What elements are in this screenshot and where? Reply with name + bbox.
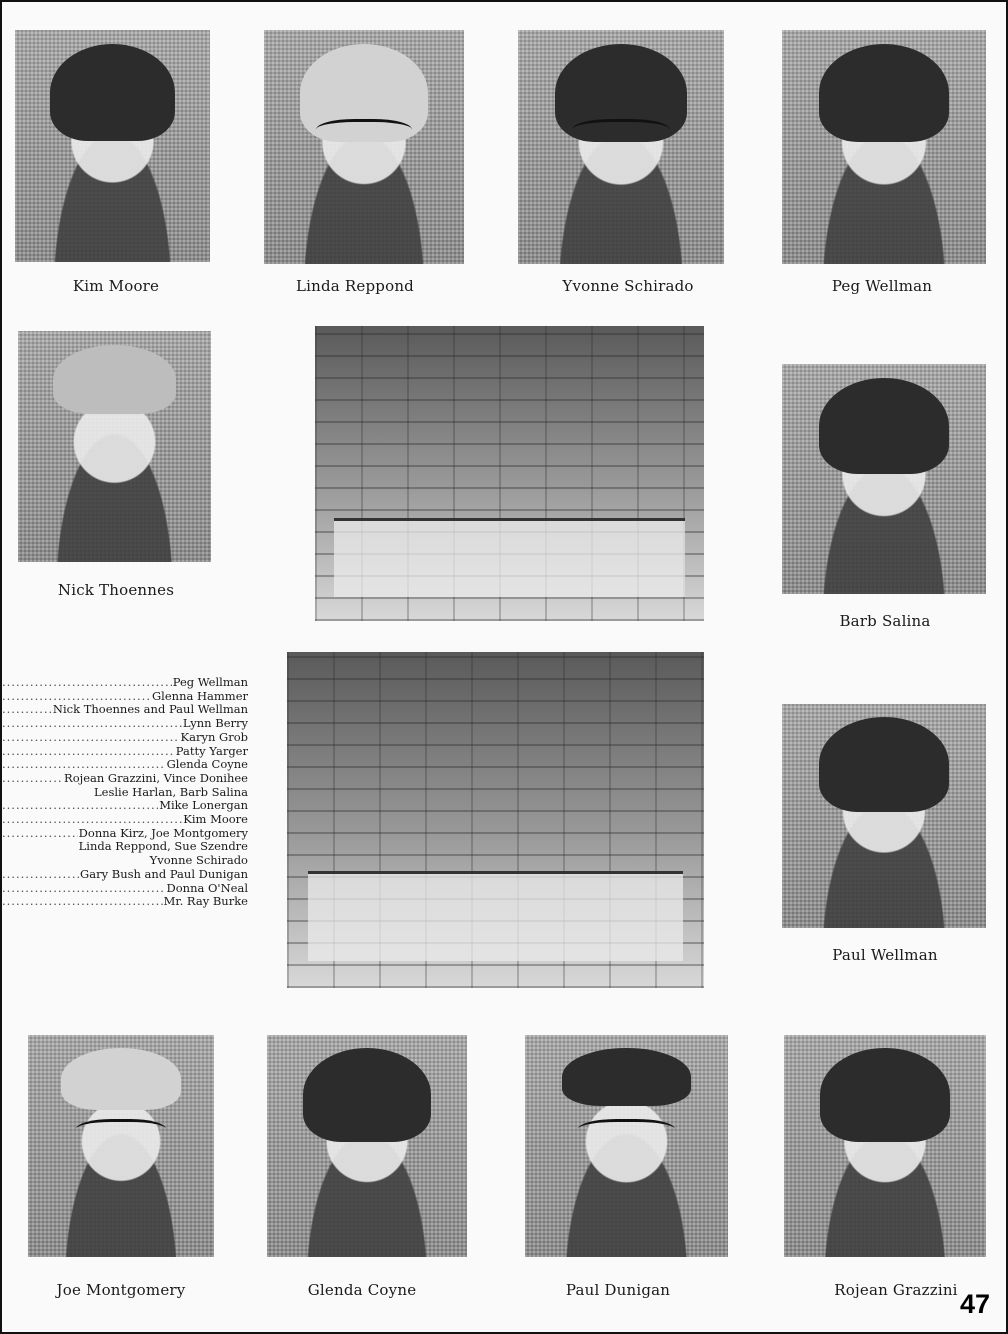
leader-dots	[2, 772, 63, 786]
portrait-photo-peg-wellman	[782, 30, 986, 264]
portrait-caption: Glenda Coyne	[307, 1281, 417, 1299]
roster-line	[2, 772, 248, 786]
classroom-photo-top	[315, 326, 704, 621]
portrait-photo-rojean-grazzini	[784, 1035, 986, 1257]
roster-name: Karyn Grob	[180, 730, 248, 744]
portrait-photo-kim-moore	[15, 30, 210, 262]
portrait-caption: Paul Wellman	[832, 946, 938, 964]
roster-line	[2, 854, 248, 868]
portrait-caption: Peg Wellman	[831, 277, 933, 295]
leader-dots	[2, 676, 172, 690]
leader-dots	[2, 813, 182, 827]
roster-name: Glenna Hammer	[152, 689, 248, 703]
roster-name: Patty Yarger	[175, 744, 248, 758]
portrait-photo-paul-wellman	[782, 704, 986, 928]
roster-name: Linda Reppond, Sue Szendre	[78, 840, 248, 854]
leader-dots	[2, 882, 166, 896]
roster-line	[2, 895, 248, 909]
portrait-caption: Paul Dunigan	[565, 1281, 671, 1299]
roster-line	[2, 786, 248, 800]
roster-line	[2, 703, 248, 717]
portrait-caption: Yvonne Schirado	[562, 277, 694, 295]
roster-line	[2, 717, 248, 731]
portrait-photo-nick-thoennes	[18, 331, 211, 562]
leader-dots	[2, 827, 78, 841]
roster-name: Rojean Grazzini, Vince Donihee	[64, 771, 248, 785]
roster-line	[2, 731, 248, 745]
roster-name: Lynn Berry	[182, 717, 248, 731]
roster-name: Donna Kirz, Joe Montgomery	[78, 826, 248, 840]
portrait-photo-linda-reppond	[264, 30, 464, 264]
page-number: 47	[959, 1289, 990, 1319]
roster-name: Donna O'Neal	[166, 881, 248, 895]
leader-dots	[2, 895, 163, 909]
portrait-photo-barb-salina	[782, 364, 986, 594]
portrait-caption: Linda Reppond	[295, 277, 414, 295]
staff-roster	[2, 676, 248, 909]
roster-name: Mike Lonergan	[159, 799, 248, 813]
roster-name: Kim Moore	[183, 813, 248, 827]
leader-dots	[2, 745, 175, 759]
portrait-photo-glenda-coyne	[267, 1035, 467, 1257]
leader-dots	[2, 868, 79, 882]
roster-name: Mr. Ray Burke	[163, 895, 248, 909]
roster-line	[2, 840, 248, 854]
roster-line	[2, 745, 248, 759]
roster-name: Peg Wellman	[172, 676, 248, 689]
portrait-photo-joe-montgomery	[28, 1035, 214, 1257]
leader-dots	[2, 731, 180, 745]
roster-line	[2, 676, 248, 690]
portrait-photo-paul-dunigan	[525, 1035, 728, 1257]
portrait-caption: Rojean Grazzini	[834, 1281, 958, 1299]
roster-line	[2, 827, 248, 841]
roster-line	[2, 799, 248, 813]
leader-dots	[2, 717, 182, 731]
roster-line	[2, 758, 248, 772]
leader-dots	[2, 758, 166, 772]
classroom-photo-bottom	[287, 652, 704, 988]
roster-line	[2, 882, 248, 896]
roster-line	[2, 690, 248, 704]
leader-dots	[2, 799, 158, 813]
portrait-caption: Joe Montgomery	[56, 1281, 186, 1299]
roster-line	[2, 813, 248, 827]
roster-line	[2, 868, 248, 882]
portrait-caption: Kim Moore	[72, 277, 160, 295]
roster-name: Gary Bush and Paul Dunigan	[80, 867, 248, 881]
portrait-caption: Barb Salina	[839, 612, 931, 630]
roster-name: Nick Thoennes and Paul Wellman	[52, 703, 248, 717]
leader-dots	[2, 690, 151, 704]
portrait-caption: Nick Thoennes	[57, 581, 175, 599]
roster-name: Leslie Harlan, Barb Salina	[94, 785, 248, 799]
portrait-photo-yvonne-schirado	[518, 30, 724, 264]
roster-name: Yvonne Schirado	[149, 854, 248, 868]
leader-dots	[2, 703, 52, 717]
roster-name: Glenda Coyne	[166, 758, 248, 772]
